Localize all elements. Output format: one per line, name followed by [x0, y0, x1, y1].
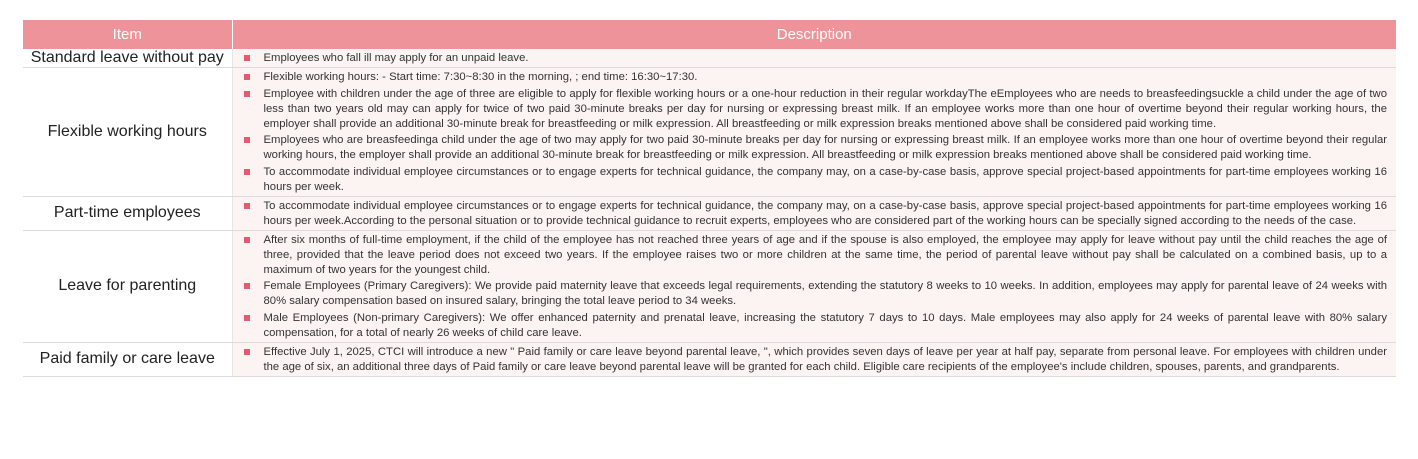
list-item [237, 51, 1388, 66]
bullet-text: Flexible working hours: - Start time: 7:30~8:30 in the morning, ; end time: 16:30~17:30. [263, 71, 698, 83]
square-bullet-icon [244, 203, 250, 209]
list-item [237, 279, 1388, 309]
bullet-text: Employees who fall ill may apply for an unpaid leave. [263, 52, 529, 64]
bullet-text: After six months of full-time employment, if the child of the employee has not reached three years of age and if the spouse is also employed, the employee may apply for leave without pay until the child reaches the age of three, provided that the leave period does not exceed two years. If the employee raises two or more children at the same time, the period of parental leave without pay shall be calculated on a combined basis, up to a maximum of two years for the youngest child. [263, 233, 1387, 276]
description-cell [232, 342, 1396, 376]
bullet-text: To accommodate individual employee circumstances or to engage experts for technical guidance, the company may, on a case-by-case basis, approve special project-based appointments for part-time employees working 16 hours per week. [263, 165, 1387, 193]
bullet-text: To accommodate individual employee circumstances or to engage experts for technical guidance, the company may, on a case-by-case basis, approve special project-based appointments for part-time employees working 16 hours per week.According to the personal situation or to provide technical guidance to recruit experts, employees who are considered part of the working hours can be specially signed according to the needs of the case. [263, 199, 1387, 227]
item-cell: Flexible working hours [23, 68, 232, 197]
item-cell: Paid family or care leave [23, 342, 232, 376]
table-row [23, 230, 1396, 342]
list-item [237, 165, 1388, 195]
bullet-list [237, 233, 1388, 341]
square-bullet-icon [244, 349, 250, 355]
benefits-table [23, 20, 1396, 377]
square-bullet-icon [244, 74, 250, 80]
column-header-item: Item [23, 20, 232, 49]
item-cell: Part-time employees [23, 196, 232, 230]
table-row [23, 49, 1396, 68]
bullet-text: Employee with children under the age of three are eligible to apply for flexible working hours or a one-hour reduction in their regular workdayThe eEmployees who are needs to breasfeedingsuckle a child under the age of two less than two years old may can apply for twice of two paid 30-minute breaks per day for nursing or expressing breast milk. If an employee works more than one hour of overtime beyond their regular working hours, the employer shall provide an additional 30-minute break for breastfeeding or milk expression. All breastfeeding or milk expression breaks mentioned above shall be considered paid working time. [263, 87, 1387, 130]
square-bullet-icon [244, 55, 250, 61]
square-bullet-icon [244, 169, 250, 175]
table-row [23, 342, 1396, 376]
list-item [237, 345, 1388, 375]
description-cell [232, 68, 1396, 197]
item-cell: Standard leave without pay [23, 49, 232, 68]
square-bullet-icon [244, 237, 250, 243]
list-item [237, 87, 1388, 132]
description-cell [232, 49, 1396, 68]
bullet-text: Female Employees (Primary Caregivers): We provide paid maternity leave that exceeds legal requirements, extending the statutory 8 weeks to 10 weeks. In addition, employees may apply for parental leave of 24 weeks with 80% salary compensation based on insured salary, bringing the total leave period to 34 weeks. [263, 280, 1387, 308]
bullet-text: Employees who are breasfeedinga child under the age of two may apply for two paid 30-minute breaks per day for nursing or expressing breast milk. If an employee works more than one hour of overtime beyond their regular working hours, the employer shall provide an additional 30-minute break for breastfeeding or milk expression. All breastfeeding or milk expression breaks mentioned above shall be considered paid working time. [263, 134, 1387, 162]
square-bullet-icon [244, 315, 250, 321]
bullet-text: Effective July 1, 2025, CTCI will introduce a new " Paid family or care leave beyond parental leave, ", which provides seven days of leave per year at half pay, separate from personal leave. For employees with children under the age of six, an additional three days of Paid family or care leave beyond parental leave will be granted for each child. Eligible care recipients of the employee's include children, spouses, parents, and grandparents. [263, 345, 1387, 373]
square-bullet-icon [244, 91, 250, 97]
list-item [237, 70, 1388, 85]
bullet-list [237, 70, 1388, 195]
square-bullet-icon [244, 283, 250, 289]
item-cell: Leave for parenting [23, 230, 232, 342]
column-header-description: Description [232, 20, 1396, 49]
list-item [237, 133, 1388, 163]
bullet-list [237, 345, 1388, 375]
list-item [237, 233, 1388, 278]
square-bullet-icon [244, 137, 250, 143]
list-item [237, 199, 1388, 229]
bullet-list [237, 199, 1388, 229]
table-header [23, 20, 1396, 49]
description-cell [232, 230, 1396, 342]
bullet-text: Male Employees (Non-primary Caregivers): We offer enhanced paternity and prenatal leave, increasing the statutory 7 days to 10 days. Male employees may also apply for 24 weeks of parental leave with 80% salary compensation, for a total of nearly 26 weeks of child care leave. [263, 311, 1387, 339]
description-cell [232, 196, 1396, 230]
table-row [23, 196, 1396, 230]
list-item [237, 311, 1388, 341]
bullet-list [237, 51, 1388, 66]
table-body [23, 49, 1396, 376]
table-row [23, 68, 1396, 197]
